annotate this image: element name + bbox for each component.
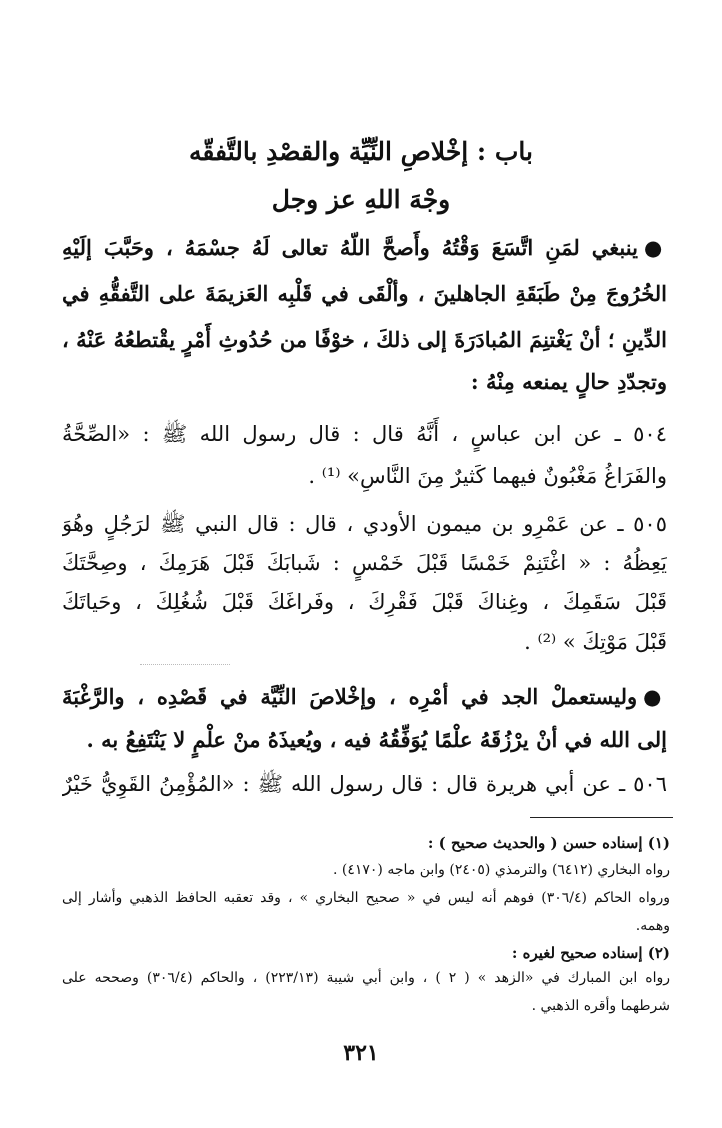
page-number: ٣٢١ <box>343 1040 379 1066</box>
footnote-2-line-1: رواه ابن المبارك في «الزهد » ( ٢ ) ، وابن أبي شيبة (٢٢٣/١٣) ، والحاكم (٣٠٦/٤) وصححه على <box>62 970 670 986</box>
footnote-1-line-1: رواه البخاري (٦٤١٢) والترمذي (٢٤٠٥) وابن ماجه (٤١٧٠) . <box>332 862 670 878</box>
chapter-title-line-2: وجْهَ اللهِ عز وجل <box>271 185 451 214</box>
paragraph-1-text-1: ينبغي لمَنِ اتَّسَعَ وَقْتُهُ وأَصحَّ اللّهُ تعالى لَهُ جسْمَهُ ، وحَبَّبَ إلَيْهِ <box>62 235 638 260</box>
footnote-1-line-3: وهمه. <box>635 918 670 934</box>
hadith-505-line-4: قَبْلَ مَوْتِكَ » ⁽²⁾ . <box>524 630 667 654</box>
bullet-icon: ● <box>643 684 667 709</box>
hadith-506-line-1: ٥٠٦ ـ عن أبي هريرة قال : قال رسول الله ﷺ : «المُؤْمِنُ القَوِيُّ خَيْرٌ <box>62 772 667 796</box>
paragraph-1-line-1 <box>62 226 667 270</box>
hadith-504-line-2: والفَرَاغُ مَغْبُونٌ فيهما كَثيرٌ مِنَ النَّاسِ» ⁽¹⁾ . <box>308 464 667 488</box>
hadith-504-line-1: ٥٠٤ ـ عن ابن عباسٍ ، أَنَّهُ قال : قال رسول الله ﷺ : «الصِّحَّةُ <box>62 422 667 446</box>
bullet-icon: ● <box>643 235 667 260</box>
paragraph-1-line-2: الخُرُوجَ مِنْ طَبَقَةِ الجاهلينَ ، وألْقَى في قَلْبِه العَزيمَةَ على التَّفقُّهِ في <box>62 281 667 306</box>
footnote-2-line-2: شرطهما وأقره الذهبي . <box>531 998 670 1014</box>
footnote-1-heading: (١) إسناده حسن ( والحديث صحيح ) : <box>427 834 670 852</box>
hadith-505-line-3: قَبْلَ سَقَمِكَ ، وغِناكَ قَبْلَ فَقْرِكَ ، وفَراغَكَ قَبْلَ شُغُلِكَ ، وحَياتَكَ <box>62 590 667 614</box>
paragraph-2-line-1 <box>62 675 667 719</box>
footnote-divider <box>530 817 673 818</box>
footnote-1-line-2: ورواه الحاكم (٣٠٦/٤) فوهم أنه ليس في « صحيح البخاري » ، وقد تعقبه الحافظ الذهبي وأشار إلى <box>62 890 670 906</box>
paragraph-1-line-3: الدِّينِ ؛ أنْ يَغْتنِمَ المُبادَرَةَ إلى ذلكَ ، خوْفًا من حُدُوثِ أَمْرٍ يقْتطعُهُ عَنْهُ ، <box>62 327 667 352</box>
footnote-2-heading: (٢) إسناده صحيح لغيره : <box>511 944 670 962</box>
hadith-505-line-1: ٥٠٥ ـ عن عَمْرِو بن ميمون الأودي ، قال : قال النبي ﷺ لرَجُلٍ وهُوَ <box>62 512 667 536</box>
hadith-505-line-2: يَعِظُهُ : « اغْتَنِمْ خَمْسًا قَبْلَ خَمْسٍ : شَبابَكَ قَبْلَ هَرَمِكَ ، وصِحَّتَكَ <box>62 551 667 575</box>
paragraph-2-text-1: وليستعملْ الجد في أمْرِه ، وإخْلاصَ النِّيَّة في قَصْدِه ، والرَّغْبَةَ <box>62 684 638 709</box>
paragraph-2-line-2: إلى الله في أنْ يرْزُقَهُ علْمًا يُوَفِّقُهُ فيه ، ويُعيذَهُ منْ علْمٍ لا يَنْتَفِعُ به . <box>86 727 667 752</box>
paragraph-1-line-4: وتجدّدِ حالٍ يمنعه مِنْهُ : <box>470 369 667 394</box>
chapter-title-line-1: باب : إخْلاصِ النِّيِّة والقصْدِ بالتَّفقّه <box>189 137 533 166</box>
scan-speck <box>140 664 230 665</box>
